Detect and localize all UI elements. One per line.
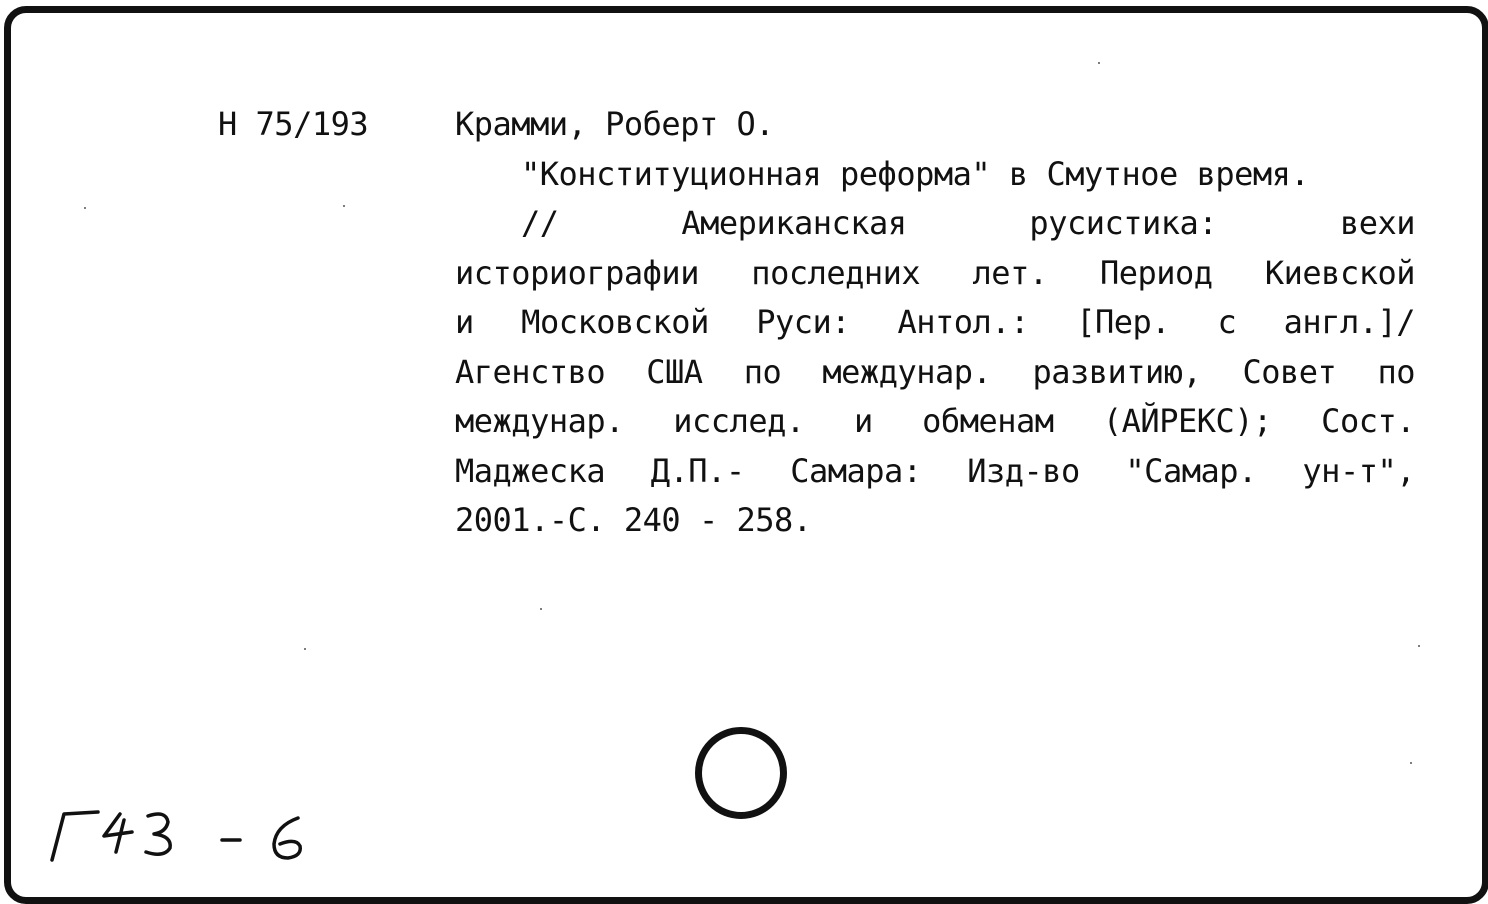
paper-speck xyxy=(540,608,542,610)
paper-speck xyxy=(84,207,86,209)
paper-speck xyxy=(343,205,345,207)
entry-line: историографии последних лет. Период Киевской xyxy=(455,253,1415,292)
entry-line: 2001.-С. 240 - 258. xyxy=(455,501,812,539)
entry-line: и Московской Руси: Антол.: [Пер. с англ.]/ xyxy=(455,303,1415,341)
handwritten-shelf-mark xyxy=(40,800,330,880)
author-line: Крамми, Роберт О. xyxy=(455,105,775,143)
punch-hole xyxy=(695,727,787,819)
paper-speck xyxy=(1418,645,1420,647)
paper-speck xyxy=(1098,62,1100,64)
call-number: Н 75/193 xyxy=(218,105,369,143)
entry-line: Маджеска Д.П.- Самара: Изд-во "Самар. ун-т", xyxy=(455,451,1415,490)
paper-speck xyxy=(304,648,306,650)
entry-line: // Американская русистика: вехи xyxy=(521,204,1415,242)
paper-speck xyxy=(1410,762,1412,764)
title-line: "Конституционная реформа" в Смутное время. xyxy=(521,154,1310,193)
entry-line: междунар. исслед. и обменам (АЙРЕКС); Сост. xyxy=(455,402,1415,440)
bibliographic-entry xyxy=(455,100,1415,546)
entry-line: Агенство США по междунар. развитию, Совет по xyxy=(455,352,1415,391)
